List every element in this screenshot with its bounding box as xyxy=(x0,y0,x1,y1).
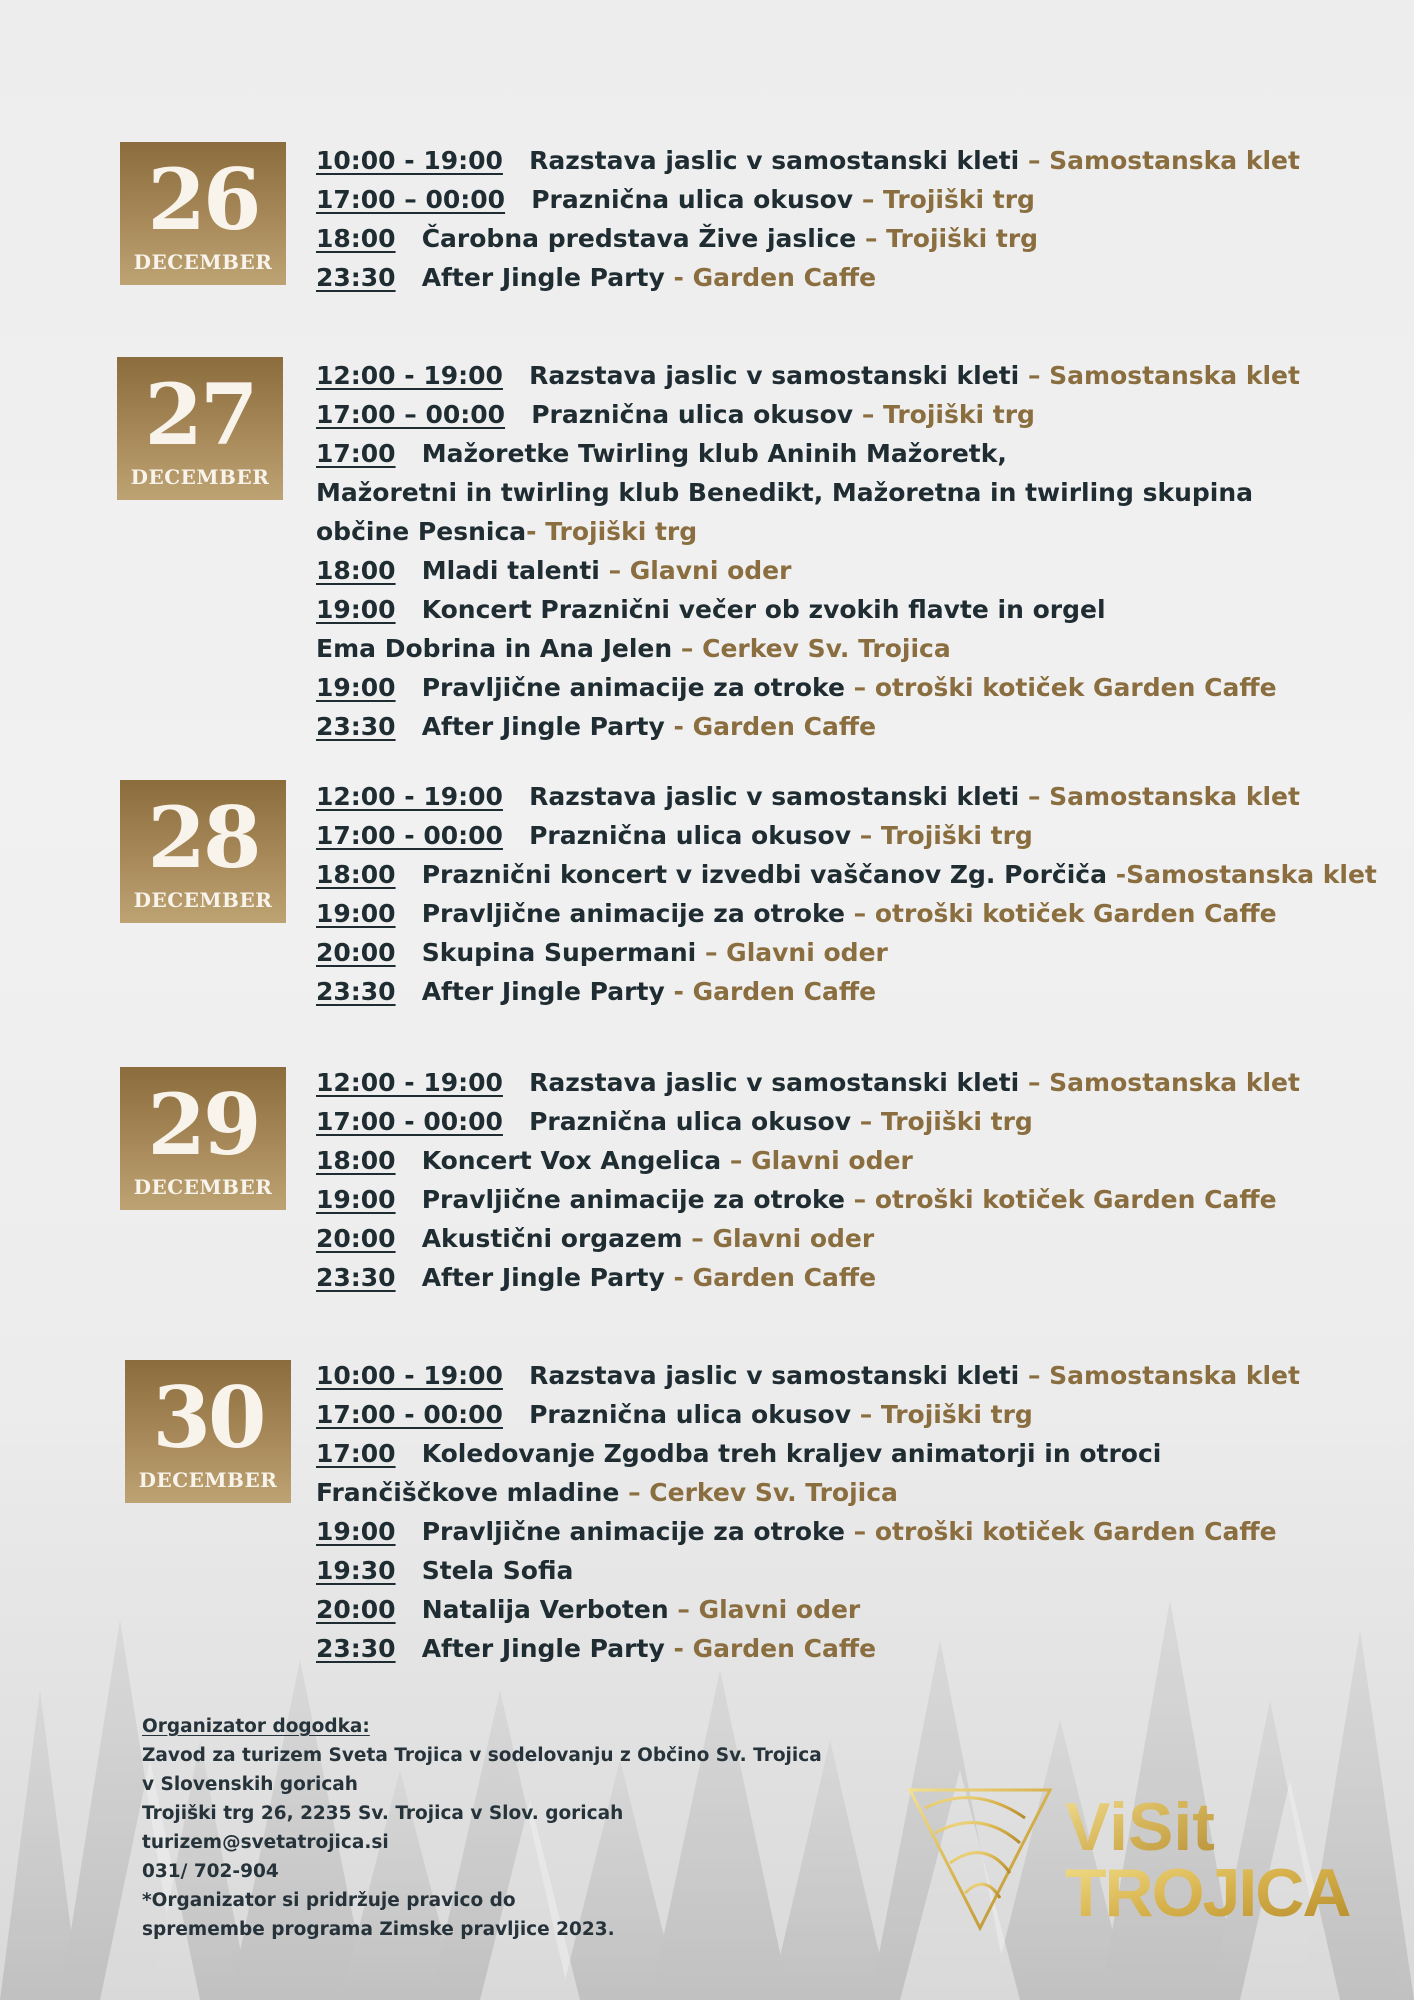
event-location: Glavni oder xyxy=(712,1224,875,1253)
event-location: Trojiški trg xyxy=(883,400,1035,429)
event-time: 19:30 xyxy=(316,1556,396,1585)
event-location: Trojiški trg xyxy=(886,224,1039,253)
event-line xyxy=(316,1395,1406,1434)
event-time: 18:00 xyxy=(316,860,396,889)
event-line xyxy=(316,629,1406,668)
event-title: Praznična ulica okusov xyxy=(531,185,854,214)
event-title: občine Pesnica xyxy=(316,517,527,546)
event-line xyxy=(316,551,1406,590)
event-time: 18:00 xyxy=(316,224,396,253)
event-line xyxy=(316,707,1406,746)
event-location: Garden Caffe xyxy=(692,263,877,292)
date-month: DECEMBER xyxy=(130,465,270,489)
event-title: After Jingle Party xyxy=(421,712,665,741)
event-separator: – xyxy=(1019,146,1050,175)
date-badge xyxy=(120,1067,286,1210)
event-line xyxy=(316,1258,1406,1297)
disclaimer-line: *Organizator si pridržuje pravico do xyxy=(142,1890,516,1911)
date-month: DECEMBER xyxy=(138,1468,278,1492)
event-time: 17:00 – 00:00 xyxy=(316,185,506,214)
event-line xyxy=(316,1434,1406,1473)
event-location: Trojiški trg xyxy=(880,1107,1033,1136)
event-list xyxy=(316,1063,1406,1297)
date-day-number: 27 xyxy=(144,365,256,464)
event-list xyxy=(316,356,1406,746)
date-day-number: 29 xyxy=(147,1075,259,1174)
event-time: 23:30 xyxy=(316,977,396,1006)
event-line xyxy=(316,590,1406,629)
event-location: Samostanska klet xyxy=(1049,1068,1300,1097)
event-line xyxy=(316,1063,1406,1102)
event-separator: – xyxy=(672,634,703,663)
event-line xyxy=(316,1473,1406,1512)
event-line xyxy=(316,512,1406,551)
event-separator: – xyxy=(599,556,630,585)
date-badge xyxy=(120,780,286,923)
event-line xyxy=(316,777,1406,816)
event-time: 17:00 xyxy=(316,439,396,468)
event-title: Mladi talenti xyxy=(421,556,600,585)
event-time: 17:00 - 00:00 xyxy=(316,1400,503,1429)
organizer-email[interactable]: turizem@svetatrojica.si xyxy=(142,1832,389,1853)
event-line xyxy=(316,972,1406,1011)
event-title: Razstava jaslic v samostanski kleti xyxy=(529,782,1020,811)
date-day-number: 26 xyxy=(147,150,259,249)
event-time: 19:00 xyxy=(316,673,396,702)
logo-line-trojica: TROJICA xyxy=(1065,1855,1350,1931)
date-day-number: 28 xyxy=(147,788,259,887)
event-line xyxy=(316,219,1406,258)
date-badge xyxy=(125,1360,291,1503)
date-month: DECEMBER xyxy=(133,250,273,274)
event-line xyxy=(316,258,1406,297)
event-line xyxy=(316,816,1406,855)
event-location: Cerkev Sv. Trojica xyxy=(649,1478,898,1507)
event-time: 19:00 xyxy=(316,899,396,928)
event-line xyxy=(316,434,1406,473)
disclaimer-line: spremembe programa Zimske pravljice 2023. xyxy=(142,1919,615,1940)
event-title: Pravljične animacije za otroke xyxy=(421,1185,845,1214)
event-line xyxy=(316,180,1406,219)
event-title: Mažoretke Twirling klub Aninih Mažoretk, xyxy=(421,439,1007,468)
event-separator: - xyxy=(664,1263,693,1292)
event-title: Pravljične animacije za otroke xyxy=(421,899,845,928)
event-location: Glavni oder xyxy=(751,1146,913,1175)
organizer-line: v Slovenskih goricah xyxy=(142,1774,358,1795)
event-time: 10:00 - 19:00 xyxy=(316,1361,503,1390)
event-line xyxy=(316,1356,1406,1395)
event-time: 23:30 xyxy=(316,263,396,292)
event-separator: – xyxy=(851,1400,881,1429)
event-title: Praznična ulica okusov xyxy=(529,1107,851,1136)
event-separator: – xyxy=(844,1185,875,1214)
event-title: Praznični koncert v izvedbi vaščanov Zg. Porčiča xyxy=(421,860,1107,889)
event-location: otroški kotiček Garden Caffe xyxy=(874,899,1277,928)
event-location: otroški kotiček Garden Caffe xyxy=(874,1517,1277,1546)
event-separator: – xyxy=(851,1107,881,1136)
event-line xyxy=(316,894,1406,933)
event-location: Samostanska klet xyxy=(1049,782,1300,811)
event-line xyxy=(316,141,1406,180)
event-separator: – xyxy=(668,1595,699,1624)
date-badge xyxy=(120,142,286,285)
event-separator: - xyxy=(664,712,693,741)
event-title: After Jingle Party xyxy=(421,1634,665,1663)
event-title: Razstava jaslic v samostanski kleti xyxy=(529,146,1020,175)
event-location: otroški kotiček Garden Caffe xyxy=(874,673,1277,702)
event-separator: – xyxy=(1019,361,1050,390)
date-month: DECEMBER xyxy=(133,888,273,912)
event-title: Koledovanje Zgodba treh kraljev animatorji in otroci xyxy=(421,1439,1162,1468)
event-time: 17:00 - 00:00 xyxy=(316,821,503,850)
event-line xyxy=(316,1180,1406,1219)
event-line xyxy=(316,473,1406,512)
event-line xyxy=(316,855,1406,894)
event-time: 18:00 xyxy=(316,1146,396,1175)
event-list xyxy=(316,141,1406,297)
event-separator: – xyxy=(851,821,881,850)
event-location: Trojiški trg xyxy=(545,517,698,546)
organizer-line: Zavod za turizem Sveta Trojica v sodelovanju z Občino Sv. Trojica xyxy=(142,1745,822,1766)
event-title: Razstava jaslic v samostanski kleti xyxy=(529,1068,1020,1097)
event-time: 17:00 xyxy=(316,1439,396,1468)
event-separator: - xyxy=(664,1634,693,1663)
event-separator: – xyxy=(1019,1361,1050,1390)
event-location: Samostanska klet xyxy=(1049,361,1300,390)
event-time: 23:30 xyxy=(316,1263,396,1292)
event-line xyxy=(316,1551,1406,1590)
mountain-triangle-icon xyxy=(910,1790,1050,1928)
logo-line-visit: ViSit xyxy=(1065,1789,1215,1865)
event-location: Cerkev Sv. Trojica xyxy=(702,634,951,663)
event-title: Mažoretni in twirling klub Benedikt, Mažoretna in twirling skupina xyxy=(316,478,1253,507)
event-time: 12:00 - 19:00 xyxy=(316,782,503,811)
event-location: Samostanska klet xyxy=(1126,860,1377,889)
event-time: 19:00 xyxy=(316,1185,396,1214)
event-time: 17:00 – 00:00 xyxy=(316,400,506,429)
event-title: Akustični orgazem xyxy=(421,1224,683,1253)
event-separator: – xyxy=(844,1517,875,1546)
event-list xyxy=(316,1356,1406,1668)
event-location: Trojiški trg xyxy=(880,821,1033,850)
event-line xyxy=(316,1590,1406,1629)
event-location: Trojiški trg xyxy=(880,1400,1033,1429)
event-title: Razstava jaslic v samostanski kleti xyxy=(529,361,1020,390)
date-day-number: 30 xyxy=(152,1368,264,1467)
event-title: After Jingle Party xyxy=(421,263,665,292)
event-title: Praznična ulica okusov xyxy=(531,400,854,429)
event-separator: – xyxy=(1019,782,1050,811)
organizer-info xyxy=(142,1712,822,1944)
event-line xyxy=(316,933,1406,972)
event-separator: - xyxy=(526,517,546,546)
event-location: Garden Caffe xyxy=(692,712,877,741)
event-title: Ema Dobrina in Ana Jelen xyxy=(316,634,673,663)
event-separator: – xyxy=(853,400,884,429)
event-title: Koncert Vox Angelica xyxy=(421,1146,722,1175)
event-time: 12:00 - 19:00 xyxy=(316,361,503,390)
event-line xyxy=(316,395,1406,434)
event-title: Pravljične animacije za otroke xyxy=(421,1517,845,1546)
event-location: Samostanska klet xyxy=(1049,146,1300,175)
event-location: Glavni oder xyxy=(629,556,792,585)
event-title: Razstava jaslic v samostanski kleti xyxy=(529,1361,1020,1390)
event-time: 23:30 xyxy=(316,1634,396,1663)
event-location: Glavni oder xyxy=(698,1595,861,1624)
event-line xyxy=(316,356,1406,395)
event-time: 23:30 xyxy=(316,712,396,741)
event-location: Garden Caffe xyxy=(692,1634,877,1663)
event-line xyxy=(316,1512,1406,1551)
event-time: 19:00 xyxy=(316,1517,396,1546)
event-list xyxy=(316,777,1406,1011)
event-title: Stela Sofia xyxy=(421,1556,574,1585)
event-line xyxy=(316,1219,1406,1258)
organizer-heading: Organizator dogodka: xyxy=(142,1716,370,1737)
event-time: 10:00 - 19:00 xyxy=(316,146,503,175)
event-title: Čarobna predstava Žive jaslice xyxy=(421,224,857,253)
event-separator: – xyxy=(619,1478,650,1507)
event-line xyxy=(316,1102,1406,1141)
event-location: Trojiški trg xyxy=(883,185,1035,214)
event-separator: - xyxy=(1107,860,1127,889)
event-separator: – xyxy=(844,899,875,928)
event-separator: – xyxy=(844,673,875,702)
event-location: Samostanska klet xyxy=(1049,1361,1300,1390)
event-separator: – xyxy=(696,938,727,967)
event-separator: – xyxy=(1019,1068,1050,1097)
event-location: otroški kotiček Garden Caffe xyxy=(874,1185,1277,1214)
event-line xyxy=(316,1141,1406,1180)
event-title: After Jingle Party xyxy=(421,977,665,1006)
event-location: Glavni oder xyxy=(726,938,888,967)
event-time: 12:00 - 19:00 xyxy=(316,1068,503,1097)
event-separator: - xyxy=(664,977,693,1006)
event-time: 20:00 xyxy=(316,1595,396,1624)
event-time: 17:00 - 00:00 xyxy=(316,1107,503,1136)
event-title: Skupina Supermani xyxy=(421,938,697,967)
visit-trojica-logo xyxy=(905,1778,1350,1938)
date-badge xyxy=(117,357,283,500)
event-separator: – xyxy=(856,224,887,253)
event-line xyxy=(316,668,1406,707)
event-separator: – xyxy=(682,1224,713,1253)
event-title: Koncert Praznični večer ob zvokih flavte in orgel xyxy=(421,595,1106,624)
event-separator: - xyxy=(664,263,693,292)
event-time: 18:00 xyxy=(316,556,396,585)
event-title: Pravljične animacije za otroke xyxy=(421,673,845,702)
event-title: Natalija Verboten xyxy=(421,1595,669,1624)
event-title: After Jingle Party xyxy=(421,1263,665,1292)
event-location: Garden Caffe xyxy=(692,1263,877,1292)
event-time: 19:00 xyxy=(316,595,396,624)
event-time: 20:00 xyxy=(316,938,396,967)
event-title: Frančiščkove mladine xyxy=(316,1478,620,1507)
event-location: Garden Caffe xyxy=(692,977,877,1006)
organizer-address: Trojiški trg 26, 2235 Sv. Trojica v Slov. goricah xyxy=(142,1803,624,1824)
event-line xyxy=(316,1629,1406,1668)
event-separator: – xyxy=(721,1146,752,1175)
event-time: 20:00 xyxy=(316,1224,396,1253)
date-month: DECEMBER xyxy=(133,1175,273,1199)
event-separator: – xyxy=(853,185,884,214)
event-title: Praznična ulica okusov xyxy=(529,1400,851,1429)
event-title: Praznična ulica okusov xyxy=(529,821,851,850)
organizer-phone: 031/ 702-904 xyxy=(142,1861,279,1882)
